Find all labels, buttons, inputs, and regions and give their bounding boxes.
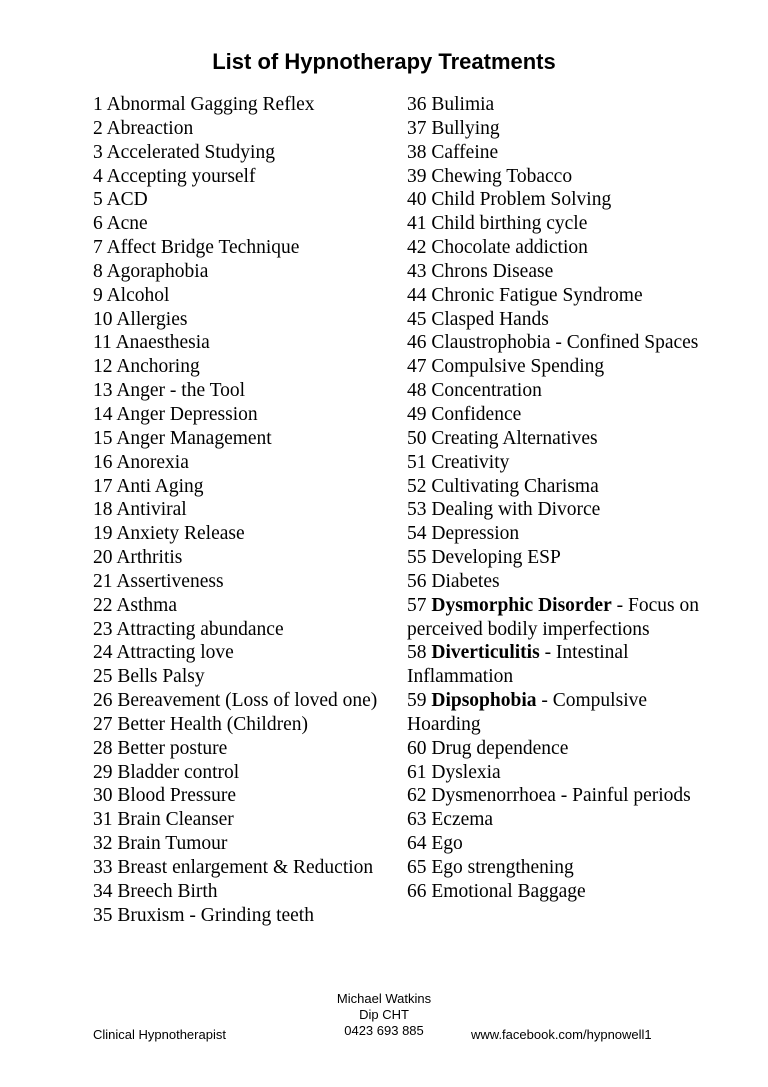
treatment-number: 54 bbox=[407, 523, 427, 545]
treatment-name: Blood Pressure bbox=[117, 785, 236, 807]
treatment-item bbox=[93, 546, 393, 570]
treatment-number: 43 bbox=[407, 260, 427, 282]
treatment-number: 28 bbox=[93, 737, 113, 759]
treatment-name: Arthritis bbox=[116, 547, 183, 569]
treatment-item bbox=[93, 761, 393, 785]
treatment-name: Breast enlargement & Reduction bbox=[117, 857, 374, 878]
treatment-item bbox=[407, 570, 707, 594]
treatment-item bbox=[93, 498, 393, 522]
treatment-number: 55 bbox=[407, 547, 427, 569]
treatment-number: 63 bbox=[407, 809, 427, 831]
treatment-number: 58 bbox=[407, 642, 427, 664]
treatment-name: Confidence bbox=[431, 403, 522, 425]
treatment-list-right bbox=[407, 93, 707, 904]
treatment-name: Bells Palsy bbox=[117, 666, 205, 688]
treatment-name: Concentration bbox=[431, 380, 542, 402]
treatment-name: Developing ESP bbox=[431, 547, 561, 569]
treatment-number: 6 bbox=[93, 213, 103, 235]
treatment-number: 10 bbox=[93, 308, 113, 330]
treatment-name: - Compulsive Hoarding bbox=[407, 690, 648, 735]
footer-phone: 0423 693 885 bbox=[344, 1023, 424, 1038]
treatment-number: 13 bbox=[93, 380, 113, 402]
treatment-item bbox=[93, 451, 393, 475]
treatment-item bbox=[407, 165, 707, 189]
treatment-name: Antiviral bbox=[116, 499, 187, 521]
treatment-item bbox=[407, 379, 707, 403]
treatment-number: 29 bbox=[93, 761, 113, 783]
treatment-name: Creativity bbox=[431, 451, 510, 473]
footer-role: Clinical Hypnotherapist bbox=[93, 1027, 226, 1042]
treatment-number: 31 bbox=[93, 809, 113, 831]
treatment-name: Anxiety Release bbox=[116, 523, 245, 545]
treatment-name: Drug dependence bbox=[431, 737, 569, 759]
treatment-item bbox=[407, 427, 707, 451]
treatment-item bbox=[407, 308, 707, 332]
treatment-name: Assertiveness bbox=[116, 570, 224, 592]
treatment-item bbox=[407, 522, 707, 546]
treatment-item bbox=[407, 475, 707, 499]
treatment-number: 22 bbox=[93, 594, 113, 616]
treatment-name: Bereavement (Loss of loved one) bbox=[117, 690, 378, 712]
treatment-name: Asthma bbox=[116, 594, 177, 616]
treatment-number: 34 bbox=[93, 880, 113, 902]
treatment-item bbox=[93, 212, 393, 236]
treatment-name: Agoraphobia bbox=[106, 260, 209, 282]
treatment-number: 61 bbox=[407, 761, 427, 783]
treatment-name: Dealing with Divorce bbox=[431, 499, 601, 521]
treatment-name: Anti Aging bbox=[116, 475, 204, 497]
treatment-number: 37 bbox=[407, 117, 427, 139]
treatment-item bbox=[93, 832, 393, 856]
treatment-item bbox=[407, 331, 707, 355]
treatment-item bbox=[93, 141, 393, 165]
treatment-name: Better posture bbox=[117, 737, 228, 759]
treatment-item bbox=[93, 93, 393, 117]
treatment-item bbox=[407, 141, 707, 165]
treatment-item bbox=[407, 546, 707, 570]
treatment-number: 32 bbox=[93, 833, 113, 855]
treatment-name: Chrons Disease bbox=[431, 260, 554, 282]
treatment-item bbox=[93, 236, 393, 260]
treatment-item bbox=[407, 284, 707, 308]
treatment-name: Attracting abundance bbox=[116, 618, 284, 640]
treatment-name: ACD bbox=[106, 189, 148, 211]
treatment-name: Allergies bbox=[116, 308, 188, 330]
treatment-item bbox=[407, 594, 707, 642]
treatment-name: Affect Bridge Technique bbox=[106, 237, 300, 259]
treatment-name: Acne bbox=[106, 213, 148, 235]
treatment-name: Accepting yourself bbox=[106, 165, 256, 187]
treatment-number: 62 bbox=[407, 785, 427, 807]
treatment-number: 38 bbox=[407, 141, 427, 163]
page-title: List of Hypnotherapy Treatments bbox=[212, 49, 556, 74]
treatment-name: Dyslexia bbox=[431, 761, 501, 783]
treatment-number: 56 bbox=[407, 570, 427, 592]
treatment-name: Breech Birth bbox=[117, 880, 218, 902]
treatment-item bbox=[93, 284, 393, 308]
treatment-number: 42 bbox=[407, 237, 427, 259]
treatment-item bbox=[407, 808, 707, 832]
treatment-item bbox=[407, 761, 707, 785]
treatment-name: Child Problem Solving bbox=[431, 189, 612, 211]
treatment-item bbox=[407, 355, 707, 379]
treatment-name: Child birthing cycle bbox=[431, 213, 588, 235]
treatment-number: 57 bbox=[407, 594, 427, 616]
treatment-number: 39 bbox=[407, 165, 427, 187]
treatment-item bbox=[407, 93, 707, 117]
footer-name: Michael Watkins bbox=[336, 991, 432, 1006]
treatment-item bbox=[407, 260, 707, 284]
treatment-item bbox=[93, 880, 393, 904]
treatment-number: 9 bbox=[93, 284, 103, 306]
treatment-number: 23 bbox=[93, 618, 113, 640]
treatment-number: 25 bbox=[93, 666, 113, 688]
treatment-name: Chronic Fatigue Syndrome bbox=[431, 284, 643, 306]
footer-qualification: Dip CHT bbox=[359, 1007, 409, 1022]
treatment-number: 18 bbox=[93, 499, 113, 521]
treatment-number: 50 bbox=[407, 427, 427, 449]
treatment-name: Bullying bbox=[431, 117, 500, 139]
treatment-name: Eczema bbox=[431, 809, 494, 831]
treatment-name: Cultivating Charisma bbox=[431, 475, 599, 497]
treatment-item bbox=[407, 498, 707, 522]
treatment-item bbox=[93, 618, 393, 642]
treatment-list-left bbox=[93, 93, 393, 928]
treatment-number: 40 bbox=[407, 189, 427, 211]
treatment-item bbox=[93, 308, 393, 332]
treatment-name: - Intestinal Inflammation bbox=[407, 642, 629, 688]
treatment-item bbox=[407, 737, 707, 761]
treatment-name: Creating Alternatives bbox=[431, 427, 598, 449]
treatment-name: Chocolate addiction bbox=[431, 237, 588, 259]
treatment-number: 66 bbox=[407, 880, 427, 902]
treatment-number: 5 bbox=[93, 189, 103, 211]
treatment-number: 19 bbox=[93, 523, 113, 545]
treatment-name: Bladder control bbox=[117, 761, 240, 783]
treatment-number: 27 bbox=[93, 713, 113, 735]
treatment-number: 46 bbox=[407, 332, 427, 354]
treatment-name: Emotional Baggage bbox=[431, 880, 586, 902]
treatment-item bbox=[93, 475, 393, 499]
treatment-item bbox=[93, 165, 393, 189]
treatment-item bbox=[407, 784, 707, 808]
treatment-name: Anger - the Tool bbox=[116, 380, 246, 402]
treatment-item bbox=[407, 856, 707, 880]
treatment-name: Caffeine bbox=[431, 141, 499, 163]
treatment-item bbox=[93, 594, 393, 618]
treatment-name: Depression bbox=[431, 523, 520, 545]
treatment-number: 36 bbox=[407, 94, 427, 115]
treatment-number: 35 bbox=[93, 904, 113, 926]
treatment-number: 44 bbox=[407, 284, 427, 306]
treatment-number: 1 bbox=[93, 94, 103, 115]
treatment-number: 52 bbox=[407, 475, 427, 497]
treatment-item bbox=[93, 856, 393, 880]
treatment-name: Chewing Tobacco bbox=[431, 165, 573, 187]
treatment-item bbox=[407, 880, 707, 904]
treatment-item bbox=[407, 212, 707, 236]
treatment-item bbox=[93, 117, 393, 141]
treatment-item bbox=[93, 260, 393, 284]
treatment-name: Alcohol bbox=[106, 284, 170, 306]
treatment-item bbox=[93, 403, 393, 427]
treatment-item bbox=[407, 832, 707, 856]
treatment-name: Bulimia bbox=[431, 94, 495, 115]
treatment-name: - Focus on perceived bodily imperfections bbox=[407, 594, 699, 640]
treatment-number: 48 bbox=[407, 380, 427, 402]
treatment-bold-name: Dipsophobia bbox=[431, 690, 537, 712]
treatment-bold-name: Dysmorphic Disorder bbox=[431, 594, 612, 616]
treatment-item bbox=[93, 904, 393, 928]
treatment-number: 51 bbox=[407, 451, 427, 473]
treatment-name: Diabetes bbox=[431, 570, 500, 592]
treatment-number: 64 bbox=[407, 833, 427, 855]
treatment-item bbox=[93, 522, 393, 546]
treatment-name: Anchoring bbox=[116, 356, 200, 378]
treatment-number: 30 bbox=[93, 785, 113, 807]
treatment-item bbox=[93, 665, 393, 689]
treatment-number: 47 bbox=[407, 356, 427, 378]
treatment-number: 16 bbox=[93, 451, 113, 473]
treatment-name: Attracting love bbox=[116, 642, 234, 664]
treatment-number: 53 bbox=[407, 499, 427, 521]
treatment-item bbox=[407, 451, 707, 475]
treatment-number: 49 bbox=[407, 403, 427, 425]
footer-website: www.facebook.com/hypnowell1 bbox=[471, 1027, 652, 1042]
treatment-item bbox=[93, 570, 393, 594]
treatment-number: 21 bbox=[93, 570, 113, 592]
treatment-number: 65 bbox=[407, 857, 427, 878]
treatment-name: Ego bbox=[431, 833, 463, 855]
treatment-number: 41 bbox=[407, 213, 427, 235]
treatment-number: 7 bbox=[93, 237, 103, 259]
treatment-number: 17 bbox=[93, 475, 113, 497]
treatment-name: Claustrophobia - Confined Spaces bbox=[431, 332, 699, 354]
treatment-number: 59 bbox=[407, 690, 427, 712]
treatment-item bbox=[93, 355, 393, 379]
treatment-item bbox=[407, 403, 707, 427]
treatment-item bbox=[93, 808, 393, 832]
treatment-item bbox=[407, 236, 707, 260]
treatment-number: 20 bbox=[93, 547, 113, 569]
treatment-number: 45 bbox=[407, 308, 427, 330]
treatment-item bbox=[93, 379, 393, 403]
treatment-number: 3 bbox=[93, 141, 103, 163]
treatment-number: 11 bbox=[93, 332, 112, 354]
treatment-number: 12 bbox=[93, 356, 113, 378]
treatment-name: Better Health (Children) bbox=[117, 713, 308, 735]
treatment-item bbox=[93, 784, 393, 808]
treatment-item bbox=[407, 641, 707, 689]
treatment-name: Anger Depression bbox=[116, 403, 258, 425]
treatment-name: Clasped Hands bbox=[431, 308, 549, 330]
treatment-number: 15 bbox=[93, 427, 113, 449]
treatment-number: 26 bbox=[93, 690, 113, 712]
treatment-number: 4 bbox=[93, 165, 103, 187]
treatment-name: Compulsive Spending bbox=[431, 356, 605, 378]
treatment-number: 24 bbox=[93, 642, 113, 664]
treatment-item bbox=[93, 689, 393, 713]
treatment-name: Abreaction bbox=[106, 117, 194, 139]
treatment-item bbox=[407, 689, 707, 737]
treatment-item bbox=[93, 331, 393, 355]
treatment-item bbox=[93, 427, 393, 451]
treatment-name: Dysmenorrhoea - Painful periods bbox=[431, 785, 691, 807]
treatment-number: 60 bbox=[407, 737, 427, 759]
treatment-name: Accelerated Studying bbox=[106, 141, 275, 163]
treatment-number: 33 bbox=[93, 857, 113, 878]
treatment-item bbox=[93, 188, 393, 212]
treatment-item bbox=[407, 188, 707, 212]
treatment-name: Brain Tumour bbox=[117, 833, 228, 855]
treatment-item bbox=[93, 737, 393, 761]
treatment-number: 8 bbox=[93, 260, 103, 282]
treatment-number: 2 bbox=[93, 117, 103, 139]
treatment-bold-name: Diverticulitis bbox=[431, 642, 540, 664]
treatment-name: Anger Management bbox=[116, 427, 272, 449]
treatment-item bbox=[93, 641, 393, 665]
treatment-name: Ego strengthening bbox=[431, 857, 574, 878]
treatment-name: Anaesthesia bbox=[115, 332, 210, 354]
footer-contact bbox=[287, 991, 481, 1039]
treatment-name: Abnormal Gagging Reflex bbox=[106, 94, 315, 115]
treatment-number: 14 bbox=[93, 403, 113, 425]
treatment-name: Bruxism - Grinding teeth bbox=[117, 904, 314, 926]
treatment-item bbox=[407, 117, 707, 141]
treatment-item bbox=[93, 713, 393, 737]
treatment-name: Brain Cleanser bbox=[117, 809, 234, 831]
treatment-name: Anorexia bbox=[116, 451, 189, 473]
